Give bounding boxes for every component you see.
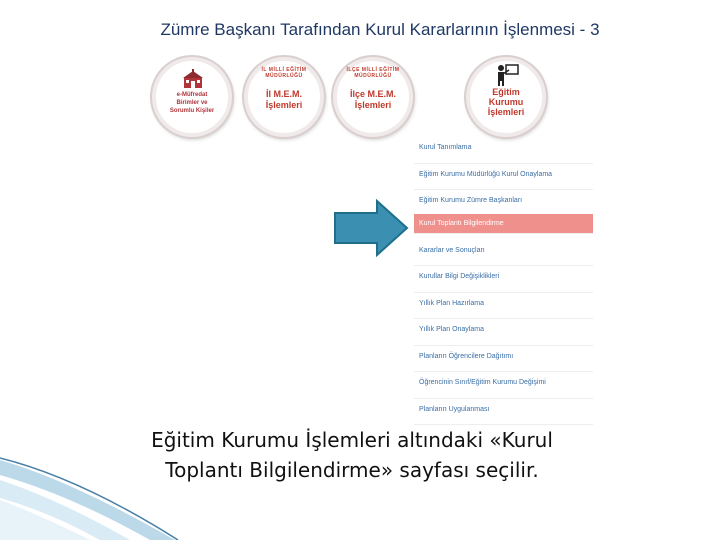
slide-title: Zümre Başkanı Tarafından Kurul Kararlarının İşlenmesi - 3 xyxy=(160,20,600,39)
menu-item-mudurlugu-kurul-onaylama[interactable]: Eğitim Kurumu Müdürlüğü Kurul Onaylama xyxy=(414,164,593,191)
egitim-kurumu-label xyxy=(474,87,538,117)
emufredat-line2: Birimler ve xyxy=(176,100,208,106)
ilce-mem-label xyxy=(341,89,405,111)
il-mem-line2: İşlemleri xyxy=(265,100,303,110)
il-mem-label xyxy=(252,89,316,111)
il-mem-arc-text: İL MİLLİ EĞİTİM MÜDÜRLÜĞÜ xyxy=(261,67,307,79)
emufredat-line3: Sorumlu Kişiler xyxy=(169,108,215,114)
menu-item-sinif-kurum-degisimi[interactable]: Öğrencinin Sınıf/Eğitim Kurumu Değişimi xyxy=(414,372,593,399)
menu-item-yillik-plan-onaylama[interactable]: Yıllık Plan Onaylama xyxy=(414,319,593,346)
school-building-icon xyxy=(182,69,204,89)
menu-item-kurul-tanimlama[interactable]: Kurul Tanımlama xyxy=(414,137,593,164)
caption-line-1: Eğitim Kurumu İşlemleri altındaki «Kurul xyxy=(151,428,553,452)
menu-item-planlarin-dagitimi[interactable]: Planların Öğrencilere Dağıtımı xyxy=(414,346,593,373)
egitim-kurumu-line1: Eğitim xyxy=(492,87,520,97)
ilce-mem-arc-text: İLÇE MİLLİ EĞİTİM MÜDÜRLÜĞÜ xyxy=(346,67,400,79)
egitim-kurumu-circle-button[interactable] xyxy=(466,57,546,137)
menu-item-kurul-toplanti-bilgilendirme[interactable]: Kurul Toplantı Bilgilendirme xyxy=(414,214,593,234)
menu-item-planlarin-uygulanmasi[interactable]: Planların Uygulanması xyxy=(414,399,593,426)
egitim-kurumu-line3: İşlemleri xyxy=(487,107,525,117)
egitim-kurumu-menu xyxy=(414,137,593,425)
caption-line-2: Toplantı Bilgilendirme» sayfası seçilir. xyxy=(165,458,539,482)
emufredat-label xyxy=(160,91,224,115)
menu-item-kararlar-ve-sonuclari[interactable]: Kararlar ve Sonuçları xyxy=(414,240,593,267)
emufredat-line1: e-Müfredat xyxy=(176,92,208,98)
ilce-mem-circle-button[interactable] xyxy=(333,57,413,137)
il-mem-line1: İl M.E.M. xyxy=(266,89,302,99)
egitim-kurumu-line2: Kurumu xyxy=(488,97,524,107)
slide-caption xyxy=(112,425,592,485)
ilce-mem-line1: İlçe M.E.M. xyxy=(349,89,396,99)
emufredat-circle-button[interactable] xyxy=(152,57,232,137)
menu-item-zumre-baskanlari[interactable]: Eğitim Kurumu Zümre Başkanları xyxy=(414,190,593,217)
menu-item-yillik-plan-hazirlama[interactable]: Yıllık Plan Hazırlama xyxy=(414,293,593,320)
teacher-board-icon xyxy=(494,63,520,87)
right-arrow-icon xyxy=(333,199,409,257)
ilce-mem-line2: İşlemleri xyxy=(354,100,392,110)
menu-item-kurullar-bilgi-degisiklikleri[interactable]: Kurullar Bilgi Değişiklikleri xyxy=(414,266,593,293)
il-mem-circle-button[interactable] xyxy=(244,57,324,137)
corner-decoration xyxy=(0,440,180,540)
